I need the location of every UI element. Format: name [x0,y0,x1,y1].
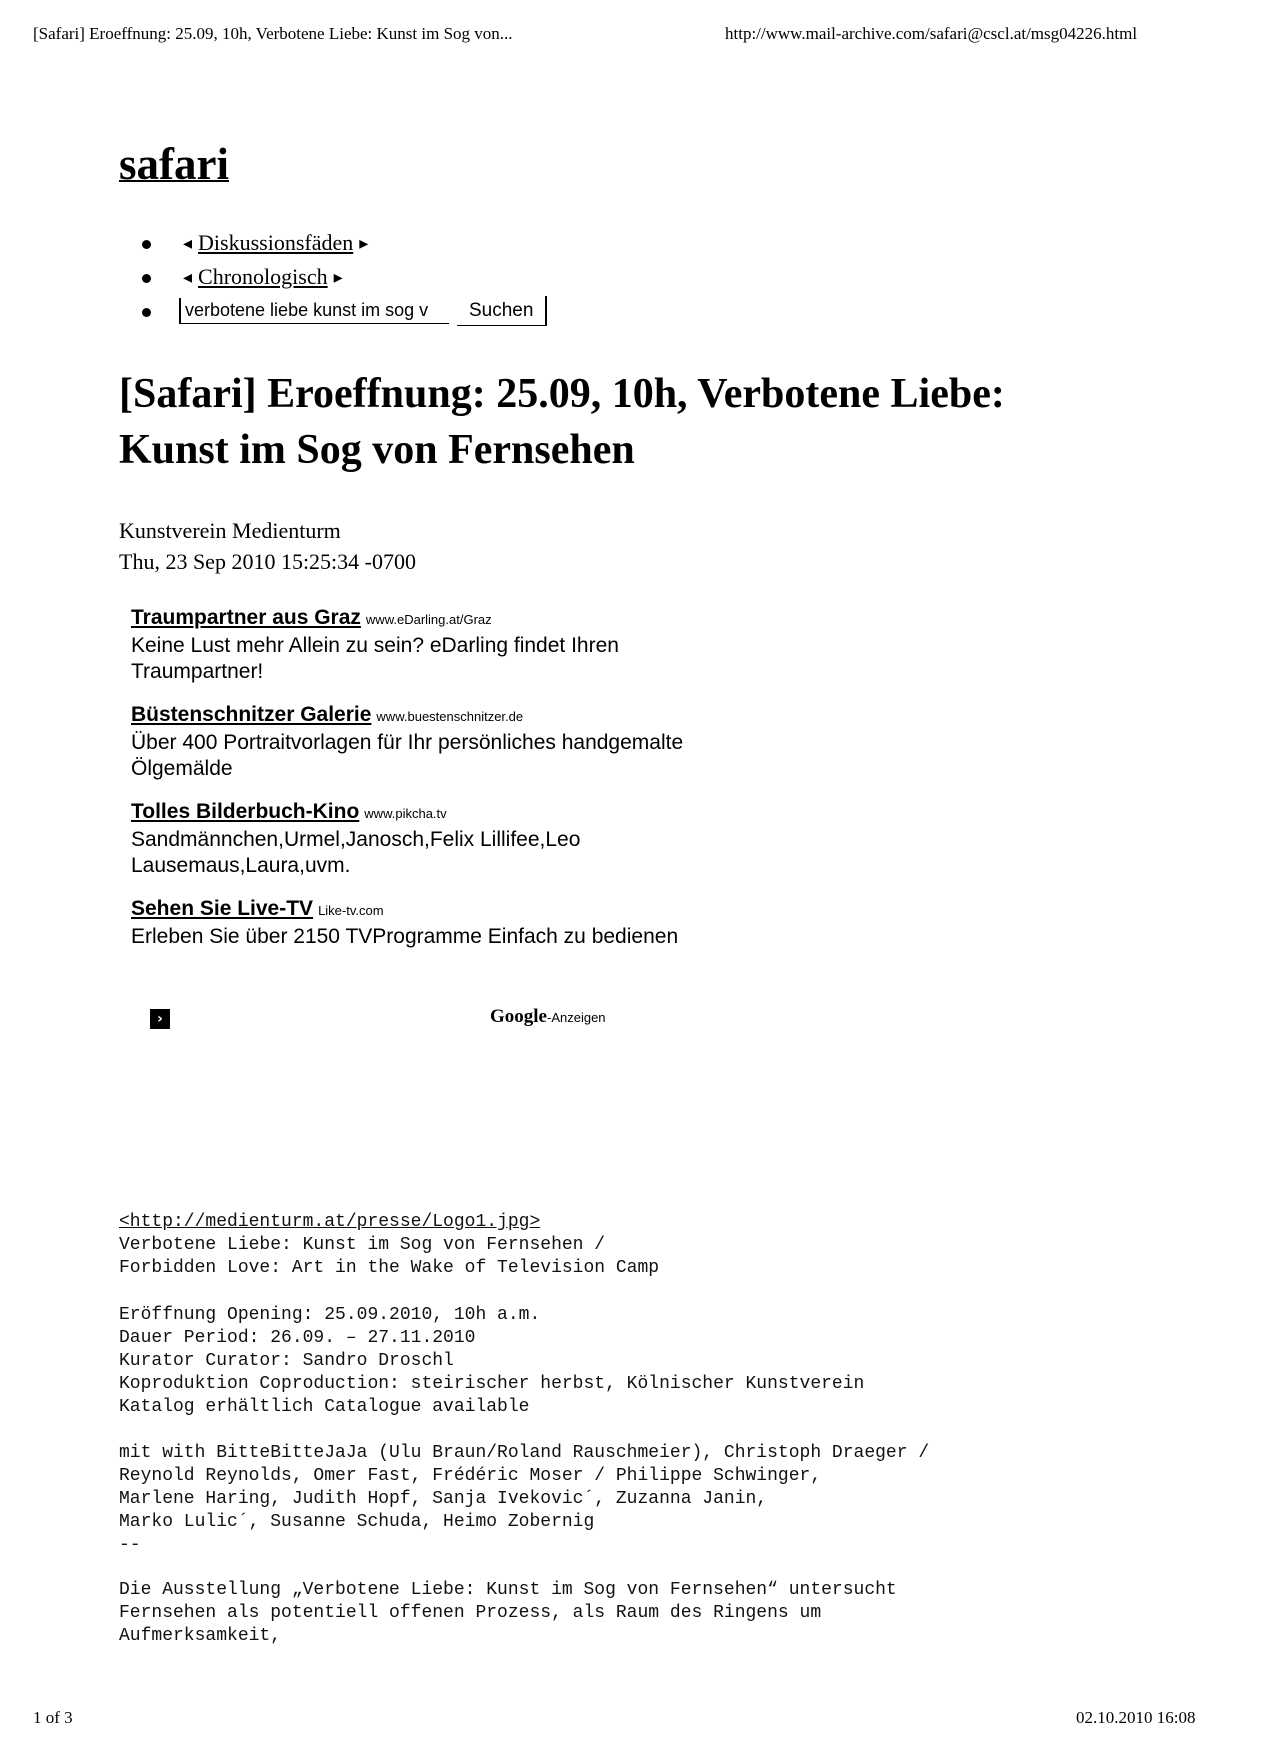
ad-body: Sandmännchen,Urmel,Janosch,Felix Lillifee,Leo Lausemaus,Laura,uvm. [131,828,581,877]
chronological-link[interactable]: Chronologisch [198,264,328,289]
site-title-link[interactable]: safari [119,139,229,189]
prev-arrow-icon[interactable]: ◂ [183,266,193,288]
google-logo: Google [490,1006,547,1027]
message-meta [119,515,416,577]
message-title: [Safari] Eroeffnung: 25.09, 10h, Verbotene Liebe: Kunst im Sog von Fernsehen [119,371,1005,473]
ad-url[interactable]: Like-tv.com [318,903,384,918]
search-button[interactable]: Suchen [457,296,547,326]
message-date: Thu, 23 Sep 2010 15:25:34 -0700 [119,549,416,574]
body-text: Die Ausstellung „Verbotene Liebe: Kunst im Sog von Fernsehen“ untersucht Fernsehen als potentiell offenen Prozess, als Raum des Ringens um Aufmerksamkeit, [119,1580,897,1646]
ad-body: Keine Lust mehr Allein zu sein? eDarling findet Ihren Traumpartner! [131,634,619,683]
ad-title-link[interactable]: Traumpartner aus Graz [131,606,361,629]
next-arrow-icon[interactable]: ▸ [359,232,369,254]
google-ads [131,606,691,968]
print-footer-date: 02.10.2010 16:08 [1076,1708,1196,1727]
ad-item [131,897,691,950]
ad-url[interactable]: www.buestenschnitzer.de [376,709,524,724]
prev-arrow-icon[interactable]: ◂ [183,232,193,254]
ad-url[interactable]: www.eDarling.at/Graz [365,612,492,627]
ad-item [131,606,691,685]
next-arrow-icon[interactable]: ▸ [333,266,343,288]
ads-label: -Anzeigen [547,1010,606,1025]
exhibition-heading: Verbotene Liebe: Kunst im Sog von Fernsehen / Forbidden Love: Art in the Wake of Television Camp [119,1235,660,1278]
exhibition-info: Eröffnung Opening: 25.09.2010, 10h a.m. Dauer Period: 26.09. – 27.11.2010 Kurator Curator: Sandro Droschl Koproduktion Coproduction: steirischer herbst, Kölnischer Kunstverein Katalog erhältlich Catalogue available [119,1305,865,1417]
nav-item-chronological [143,260,547,294]
threads-link[interactable]: Diskussionsfäden [198,230,354,255]
print-footer-page: 1 of 3 [33,1708,73,1727]
google-ads-label[interactable] [490,1006,606,1028]
ad-item [131,800,691,879]
ad-title-link[interactable]: Büstenschnitzer Galerie [131,703,372,726]
print-header-url: http://www.mail-archive.com/safari@cscl.at/msg04226.html [725,24,1138,43]
ad-body: Über 400 Portraitvorlagen für Ihr persönliches handgemalte Ölgemälde [131,731,684,780]
message-author[interactable]: Kunstverein Medienturm [119,518,341,543]
print-header-title: [Safari] Eroeffnung: 25.09, 10h, Verbotene Liebe: Kunst im Sog von... [33,24,513,43]
nav-list [143,226,547,328]
search-input[interactable] [179,298,449,324]
nav-item-search [143,294,547,328]
ad-item [131,703,691,782]
nav-item-threads [143,226,547,260]
ads-next-icon[interactable]: › [150,1009,170,1029]
artists-list: mit with BitteBitteJaJa (Ulu Braun/Roland Rauschmeier), Christoph Draeger / Reynold Reynolds, Omer Fast, Frédéric Moser / Philippe Schwinger, Marlene Haring, Judith Hopf, Sanja Ivekovic´, Zuzanna Janin, Marko Lulic´, Susanne Schuda, Heimo Zobernig -- [119,1443,930,1555]
ad-url[interactable]: www.pikcha.tv [364,806,447,821]
logo-image-link[interactable]: <http://medienturm.at/presse/Logo1.jpg> [119,1212,541,1232]
ad-title-link[interactable]: Sehen Sie Live-TV [131,897,314,920]
ad-title-link[interactable]: Tolles Bilderbuch-Kino [131,800,360,823]
ad-body: Erleben Sie über 2150 TVProgramme Einfach zu bedienen [131,925,679,948]
